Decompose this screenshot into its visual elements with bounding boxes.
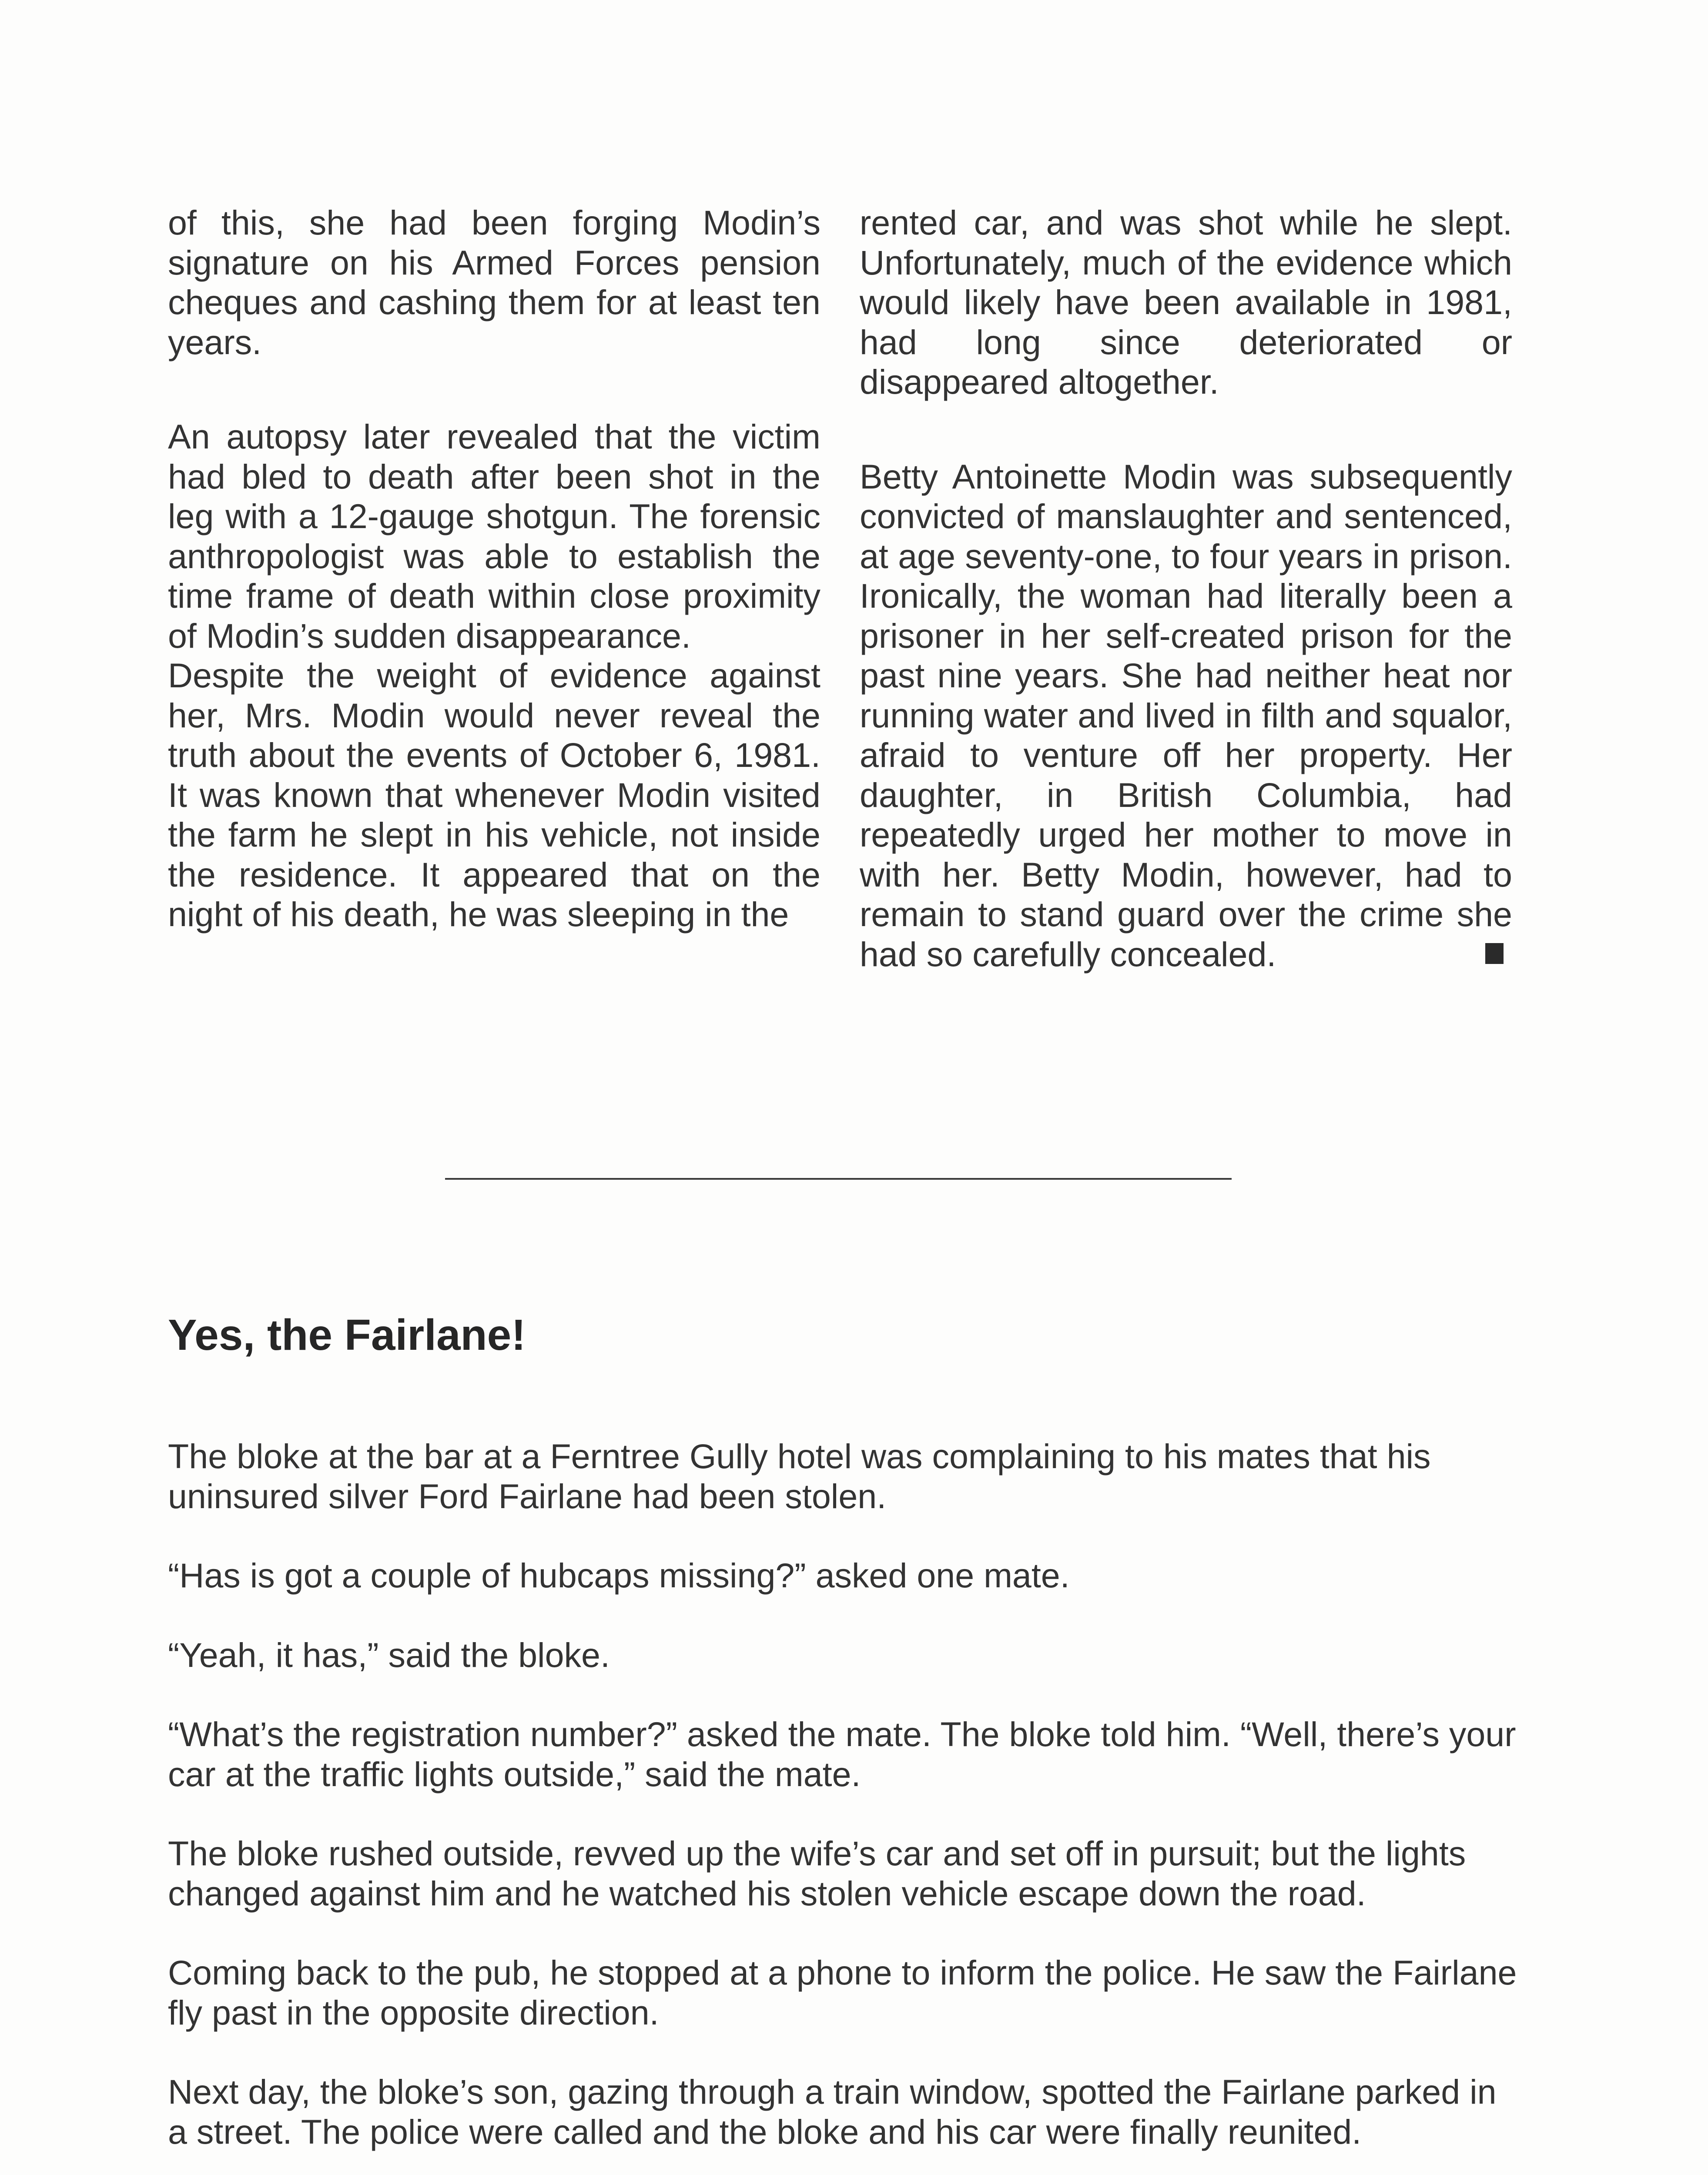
story-paragraph: The bloke at the bar at a Ferntree Gully hotel was complaining to his mates that his uninsured silver Ford Fairlane had been stolen. xyxy=(168,1437,1431,1516)
article-paragraph: Despite the weight of evidence against her, Mrs. Modin would never reveal the truth about the events of October 6, 1981. It was known that whenever Modin visited the farm he slept in his vehicle, not inside the residence. It appeared that on the night of his death, he was sleeping in the xyxy=(168,656,821,934)
story-paragraph: The bloke rushed outside, revved up the wife’s car and set off in pursuit; but the lights changed against him and he watched his stolen vehicle escape down the road. xyxy=(168,1834,1466,1913)
story-paragraph: “What’s the registration number?” asked the mate. The bloke told him. “Well, there’s your car at the traffic lights outside,” said the mate. xyxy=(168,1715,1516,1794)
article-paragraph xyxy=(860,457,1512,974)
article-paragraph: rented car, and was shot while he slept. Unfortunately, much of the evidence which would likely have been available in 1981, had long since deteriorated or disappeared altogether. xyxy=(860,203,1512,401)
story-paragraph: Coming back to the pub, he stopped at a phone to inform the police. He saw the Fairlane fly past in the opposite direction. xyxy=(168,1953,1517,2032)
end-of-article-mark xyxy=(1485,943,1504,964)
story-headline: Yes, the Fairlane! xyxy=(168,1311,526,1359)
section-divider xyxy=(445,1178,1232,1180)
story-paragraph: Next day, the bloke’s son, gazing through a train window, spotted the Fairlane parked in a street. The police were called and the bloke and his car were finally reunited. xyxy=(168,2072,1497,2151)
article-paragraph: An autopsy later revealed that the victim had bled to death after been shot in the leg with a 12-gauge shotgun. The forensic anthropologist was able to establish the time frame of death within close proximity of Modin’s sudden disappearance. xyxy=(168,417,821,655)
story-paragraph: “Yeah, it has,” said the bloke. xyxy=(168,1635,610,1674)
article-left-column xyxy=(168,203,821,934)
article-paragraph: of this, she had been forging Modin’s signature on his Armed Forces pension cheques and cashing them for at least ten years. xyxy=(168,203,821,361)
article-right-column xyxy=(860,203,1512,974)
article-paragraph-text: Betty Antoinette Modin was subsequently convicted of manslaughter and sentenced, at age seventy-one, to four years in prison. Ironically, the woman had literally been a prisoner in her self-created prison for the past nine years. She had neither heat nor running water and lived in filth and squalor, afraid to venture off her property. Her daughter, in British Columbia, had repeatedly urged her mother to move in with her. Betty Modin, however, had to remain to stand guard over the crime she had so carefully concealed. xyxy=(860,457,1512,974)
story-body xyxy=(168,1436,1521,2175)
story-paragraph: “Has is got a couple of hubcaps missing?” asked one mate. xyxy=(168,1556,1070,1595)
